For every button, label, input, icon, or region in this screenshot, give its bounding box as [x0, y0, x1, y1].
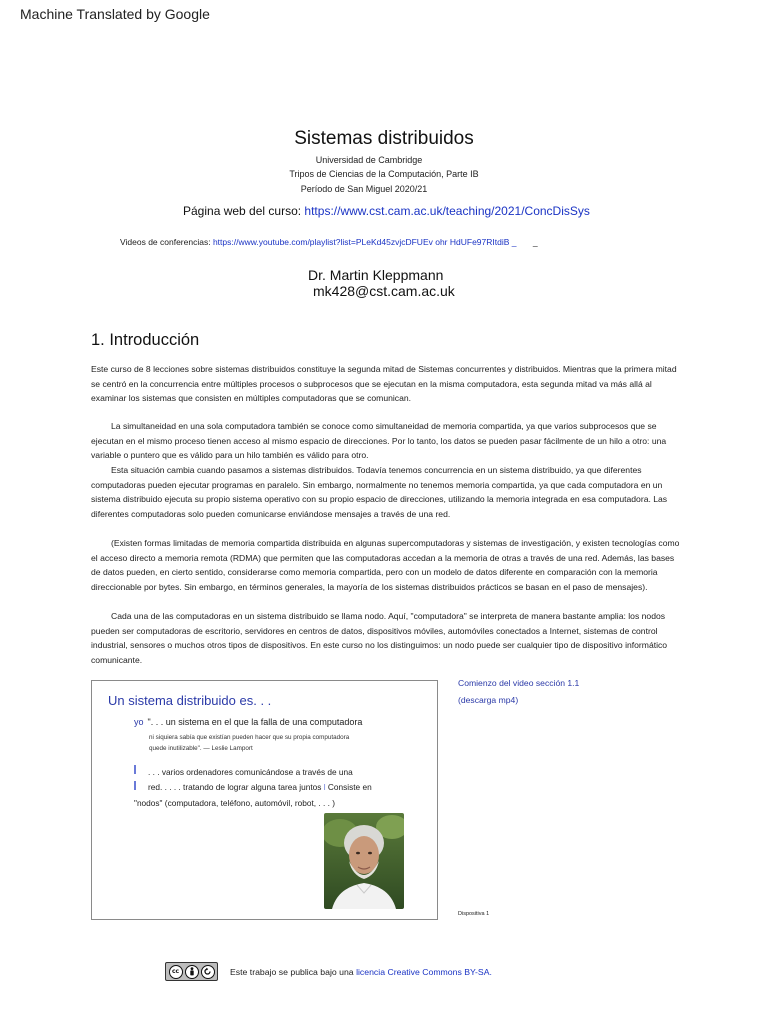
page-title: Sistemas distribuidos [294, 128, 474, 149]
lecture-videos-trail: _ [532, 237, 538, 247]
bullet-bar-icon [134, 781, 136, 790]
license-footer [165, 962, 492, 981]
slide-number: Dispositiva 1 [458, 911, 490, 917]
course-web-link[interactable]: https://www.cst.cam.ac.uk/teaching/2021/ConcDisSys [304, 204, 590, 218]
slide-quote-detail-1: ni siquiera sabía que existían pueden hacer que su propia computadora [149, 734, 350, 741]
section-heading: 1. Introducción [91, 331, 200, 349]
author-block [308, 267, 455, 299]
machine-translated-banner: Machine Translated by Google [20, 6, 210, 22]
cc-by-sa-badge-icon [165, 962, 218, 981]
bullet-bar-icon [134, 765, 136, 774]
slide-quote-text: ". . . un sistema en el que la falla de una computadora [147, 717, 363, 727]
by-icon [185, 965, 199, 979]
paragraph-rdma: (Existen formas limitadas de memoria compartida distribuida en algunas supercomputadoras y sistemas de investigación, y existen tecnologías como el acceso directo a memoria remota (RDMA) que permiten que las computadoras accedan a la memoria de otras a través de una red. Además, las bases de datos pueden, en cierto sentido, considerarse como memoria compartida, pero con un modelo de datos diferente en comparación con la memoria direccionable por bytes. Sin embargo, en términos generales, la mayoría de los sistemas distribuidos prácticos se basan en el paso de mensajes). [91, 538, 680, 592]
paragraph-shared-memory: La simultaneidad en una sola computadora también se conoce como simultaneidad de memoria compartida, ya que varios subprocesos que se ejecutan en el mismo proceso tienen acceso al mismo espacio de direcciones. Por lo tanto, los datos se pueden pasar fácilmente de un hilo a otro: una variable o puntero que es válido para un hilo también es válido para otro. [91, 421, 667, 461]
lamport-photo [324, 813, 404, 909]
license-text: Este trabajo se publica bajo una licencia Creative Commons BY-SA. [230, 966, 492, 977]
author-name: Dr. Martin Kleppmann [308, 267, 444, 283]
slide-bullet-1: . . . varios ordenadores comunicándose a través de una [148, 767, 353, 777]
slide-quote-detail-2: quede inutilizable". — Leslie Lamport [149, 745, 253, 752]
term-line: Período de San Miguel 2020/21 [300, 184, 428, 194]
lecture-slide [91, 680, 438, 920]
slide-quote-marker: yo [134, 717, 144, 727]
course-web-line [183, 204, 590, 218]
lecture-videos-link[interactable]: https://www.youtube.com/playlist?list=PLeKd45zvjcDFUEv ohr HdUFe97RItdiB _ [212, 237, 517, 247]
lecture-videos-line [120, 237, 538, 247]
paragraph-distributed: Esta situación cambia cuando pasamos a sistemas distribuidos. Todavía tenemos concurrencia en un sistema distribuido, ya que diferentes computadoras pueden ejecutar programas en paralelo. Sin embargo, normalmente no tenemos memoria compartida, ya que cada computadora en un sistema distribuido ejecuta su propio sistema operativo con su propio espacio de direcciones, utilizando la memoria integrada en esa computadora. Las diferentes computadoras solo pueden comunicarse enviándose mensajes a través de una red. [91, 465, 668, 519]
paragraph-intro: Este curso de 8 lecciones sobre sistemas distribuidos constituye la segunda mitad de Sistemas concurrentes y distribuidos. Mientras que la primera mitad se centró en la concurrencia entre múltiples procesos o subprocesos que se ejecutan en la misma computadora, esta segunda mitad va más allá al examinar los sistemas que consisten en múltiples computadoras que se comunican. [91, 364, 677, 404]
sa-icon [201, 965, 215, 979]
slide-bullet-3: "nodos" (computadora, teléfono, automóvil, robot, . . . ) [134, 798, 335, 808]
license-link[interactable]: licencia Creative Commons BY-SA. [356, 966, 492, 977]
video-start-link[interactable]: Comienzo del video sección 1.1 [458, 678, 580, 688]
slide-quote [134, 717, 362, 727]
slide-bullet-marker: l [323, 782, 326, 792]
author-email: mk428@cst.cam.ac.uk [313, 283, 455, 299]
slide-bullet-2: red. . . . . tratando de lograr alguna tarea juntos l Consiste en [148, 782, 372, 792]
university-line: Universidad de Cambridge [315, 155, 423, 165]
course-web-label: Página web del curso: [183, 204, 302, 218]
slide-title: Un sistema distribuido es. . . [108, 693, 272, 708]
tripos-line: Tripos de Ciencias de la Computación, Parte IB [289, 169, 479, 179]
paragraph-nodes: Cada una de las computadoras en un sistema distribuido se llama nodo. Aquí, "computadora" se interpreta de manera bastante amplia: los nodos pueden ser computadoras de escritorio, servidores en centros de datos, dispositivos móviles, automóviles conectados a Internet, sistemas de control industrial, sensores o muchos otros tipos de dispositivos. En este curso no los distinguimos: un nodo puede ser cualquier tipo de dispositivo informático comunicante. [91, 611, 668, 665]
cc-icon: cc [169, 965, 183, 979]
lecture-videos-label: Videos de conferencias: [120, 237, 211, 247]
download-mp4-link[interactable]: (descarga mp4) [458, 695, 519, 705]
